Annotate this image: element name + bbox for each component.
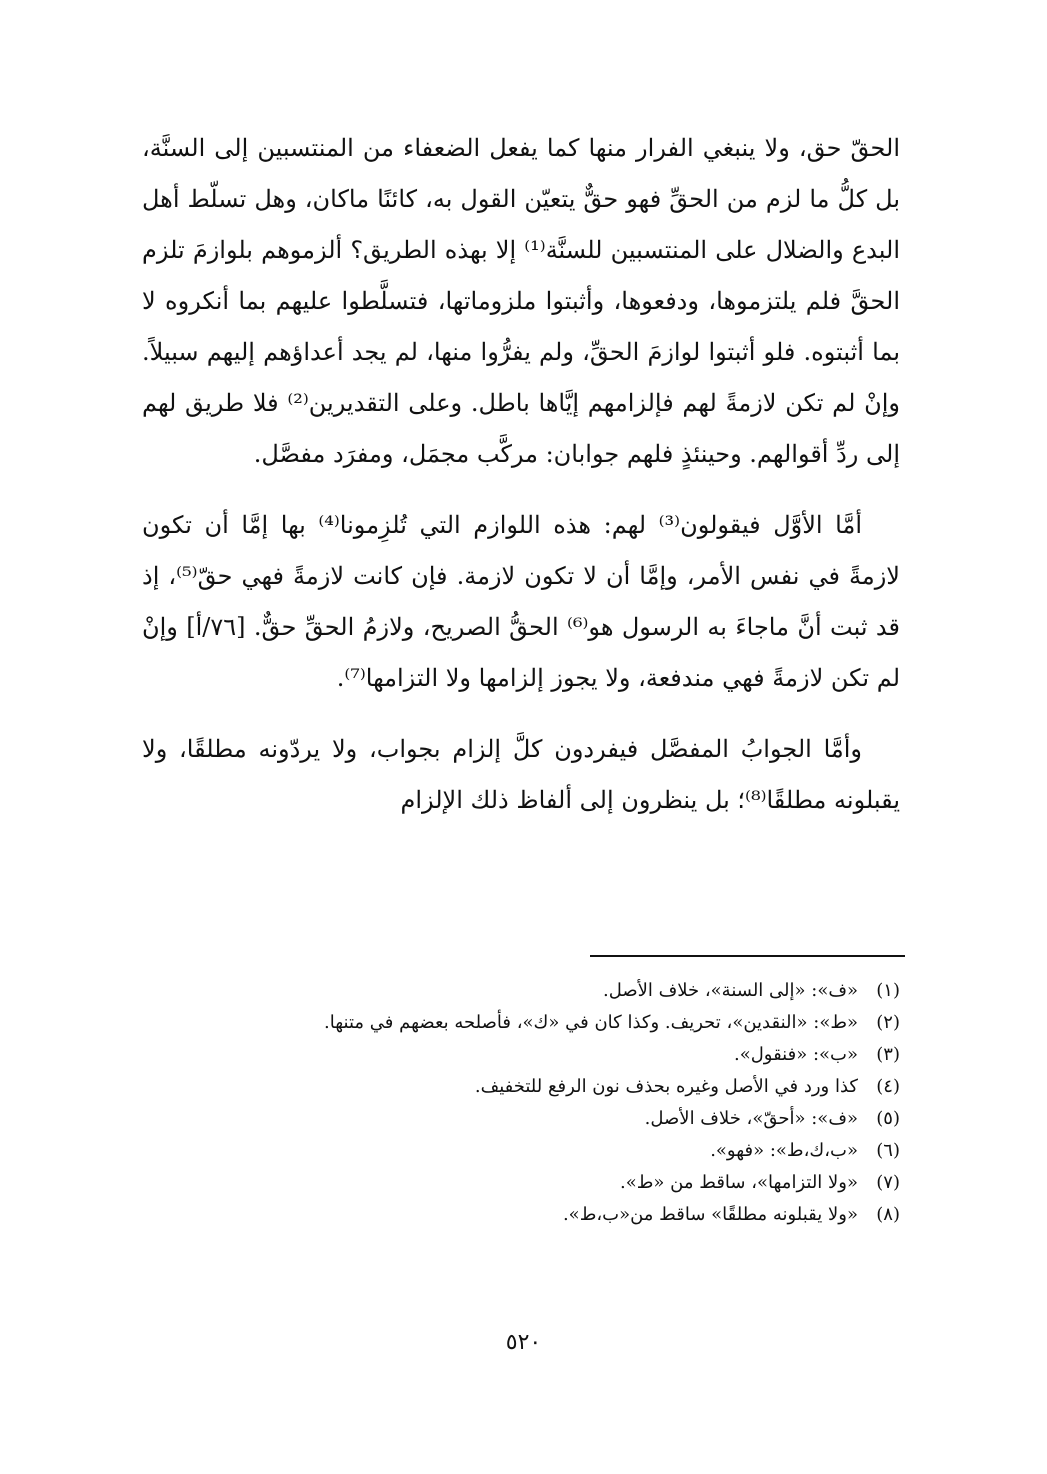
footnote — [120, 1071, 900, 1103]
footnote-number: (٤) — [876, 1076, 900, 1097]
footnote-text: «ف»: «أحقّ»، خلاف الأصل. — [644, 1108, 858, 1129]
main-text — [142, 123, 900, 826]
paragraph-2: أمَّا الأوَّل فيقولون⁽³⁾ لهم: هذه اللوازم التي تُلزِمونا⁽⁴⁾ بها إمَّا أن تكون لازمةً في نفس الأمر، وإمَّا أن لا تكون لازمة. فإن كانت لازمةً فهي حقّ⁽⁵⁾، إذ قد ثبت أنَّ ماجاءَ به الرسول هو⁽⁶⁾ الحقُّ الصريح، ولازمُ الحقِّ حقٌّ. [٧٦/أ] وإنْ لم تكن لازمةً فهي مندفعة، ولا يجوز إلزامها ولا التزامها⁽⁷⁾. — [142, 511, 900, 692]
footnote-number: (١) — [876, 980, 900, 1001]
footnote — [120, 1167, 900, 1199]
footnotes-list — [120, 975, 900, 1231]
footnote-text: «ب»: «فنقول». — [733, 1044, 858, 1065]
footnote-text: كذا ورد في الأصل وغيره بحذف نون الرفع للتخفيف. — [474, 1076, 858, 1097]
footnote — [120, 1039, 900, 1071]
footnote-number: (٣) — [876, 1044, 900, 1065]
footnote — [120, 1199, 900, 1231]
footnote-number: (٢) — [876, 1012, 900, 1033]
footnote-number: (٨) — [876, 1204, 900, 1225]
paragraph-1: الحقّ حق، ولا ينبغي الفرار منها كما يفعل الضعفاء من المنتسبين إلى السنَّة، بل كلُّ ما لزم من الحقِّ فهو حقٌّ يتعيّن القول به، كائنًا ماكان، وهل تسلّط أهل البدع والضلال على المنتسبين للسنَّة⁽¹⁾ إلا بهذه الطريق؟ ألزموهم بلوازمَ تلزم الحقَّ فلم يلتزموها، ودفعوها، وأثبتوا ملزوماتها، فتسلَّطوا عليهم بما أنكروه لا بما أثبتوه. فلو أثبتوا لوازمَ الحقِّ، ولم يفرُّوا منها، لم يجد أعداؤهم إليهم سبيلاً. وإنْ لم تكن لازمةً لهم فإلزامهم إيَّاها باطل. وعلى التقديرين⁽²⁾ فلا طريق لهم إلى ردِّ أقوالهم. وحينئذٍ فلهم جوابان: مركَّب مجمَل، ومفرَد مفصَّل. — [142, 134, 900, 468]
footnote-text: «ب،ك،ط»: «فهو». — [710, 1140, 858, 1161]
footnote-number: (٦) — [876, 1140, 900, 1161]
footnote-text: «ولا يقبلونه مطلقًا» ساقط من«ب،ط». — [562, 1204, 858, 1225]
paragraph-3: وأمَّا الجوابُ المفصَّل فيفردون كلَّ إلزام بجواب، ولا يردّونه مطلقًا، ولا يقبلونه مطلقًا⁽⁸⁾؛ بل ينظرون إلى ألفاظ ذلك الإلزام — [142, 735, 900, 814]
footnote — [120, 1103, 900, 1135]
footnote-text: «ولا التزامها»، ساقط من «ط». — [620, 1172, 858, 1193]
footnote — [120, 975, 900, 1007]
footnote — [120, 1007, 900, 1039]
footnote-text: «ط»: «النقدين»، تحريف. وكذا كان في «ك»، فأصلحه بعضهم في متنها. — [324, 1012, 858, 1033]
footnote-text: «ف»: «إلى السنة»، خلاف الأصل. — [602, 980, 858, 1001]
footnote-number: (٧) — [876, 1172, 900, 1193]
page-number: ٥٢٠ — [505, 1330, 542, 1355]
footnote-number: (٥) — [876, 1108, 900, 1129]
footnote — [120, 1135, 900, 1167]
footnote-divider — [590, 955, 905, 957]
